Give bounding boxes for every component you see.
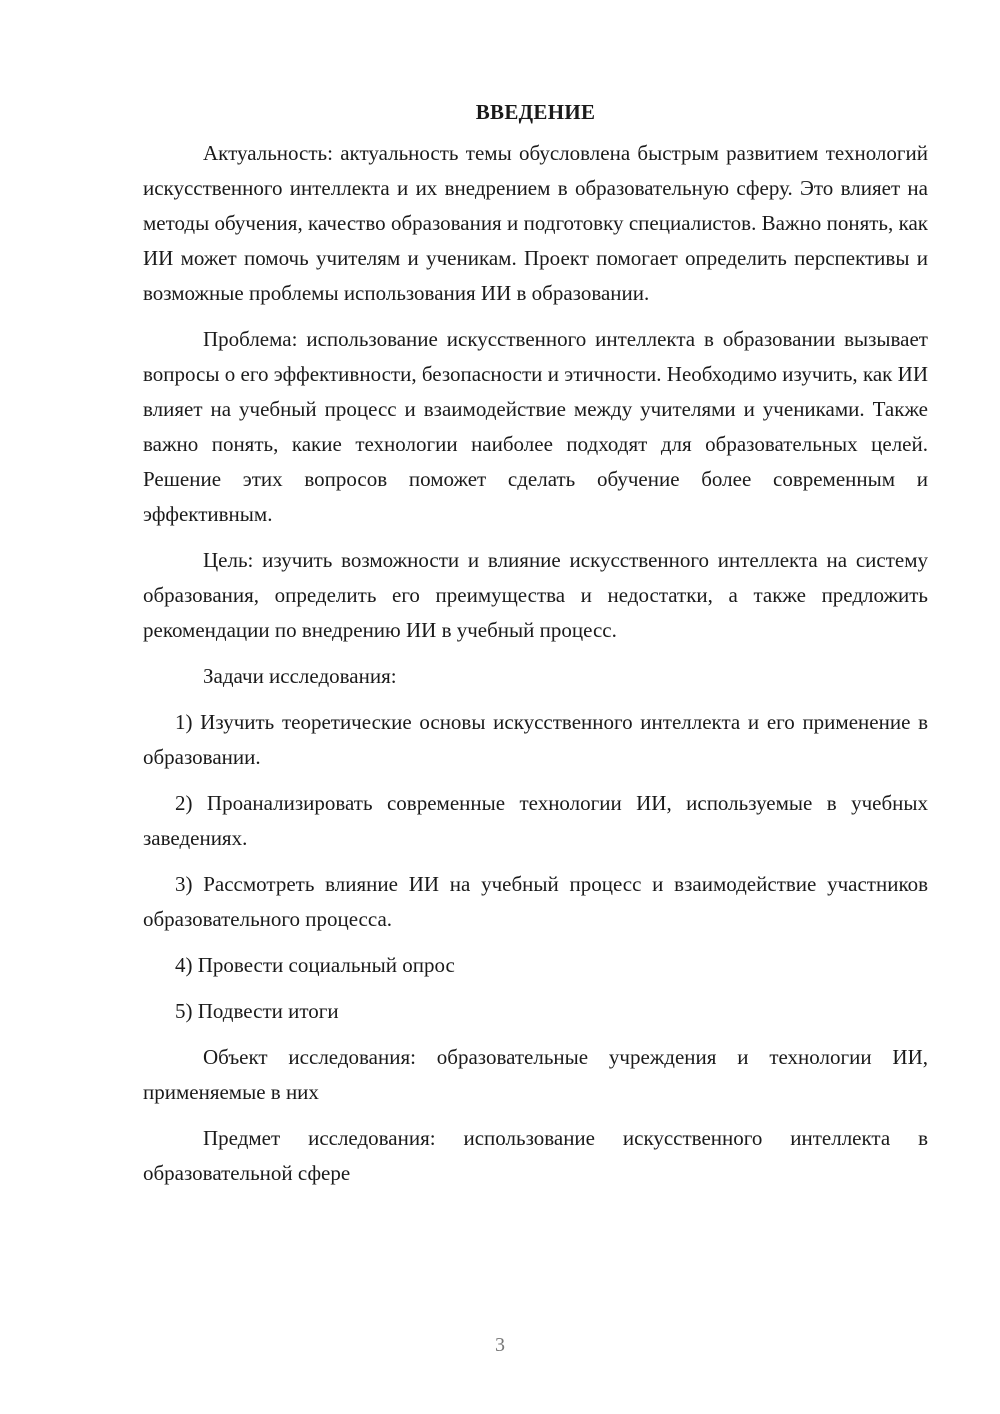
object-paragraph: Объект исследования: образовательные учреждения и технологии ИИ, применяемые в них — [143, 1045, 928, 1104]
page-number: 3 — [495, 1334, 505, 1356]
goal-paragraph: Цель: изучить возможности и влияние искусственного интеллекта на систему образования, определить его преимущества и недостатки, а также предложить рекомендации по внедрению ИИ в учебный процесс. — [143, 548, 928, 642]
problem-paragraph: Проблема: использование искусственного интеллекта в образовании вызывает вопросы о его эффективности, безопасности и этичности. Необходимо изучить, как ИИ влияет на учебный процесс и взаимодействие между учителями и учениками. Также важно понять, какие технологии наиболее подходят для образовательных целей. Решение этих вопросов поможет сделать обучение более современным и эффективным. — [143, 327, 928, 526]
relevance-paragraph: Актуальность: актуальность темы обусловлена быстрым развитием технологий искусственного интеллекта и их внедрением в образовательную сферу. Это влияет на методы обучения, качество образования и подготовку специалистов. Важно понять, как ИИ может помочь учителям и ученикам. Проект помогает определить перспективы и возможные проблемы использования ИИ в образовании. — [143, 141, 928, 305]
task-item-4: 4) Провести социальный опрос — [175, 953, 455, 977]
section-heading: ВВЕДЕНИЕ — [475, 100, 596, 124]
task-item-5: 5) Подвести итоги — [175, 999, 339, 1023]
subject-paragraph: Предмет исследования: использование искусственного интеллекта в образовательной сфере — [143, 1126, 928, 1185]
tasks-title: Задачи исследования: — [203, 664, 397, 688]
task-item-3: 3) Рассмотреть влияние ИИ на учебный процесс и взаимодействие участников образовательного процесса. — [143, 872, 928, 931]
task-item-1: 1) Изучить теоретические основы искусственного интеллекта и его применение в образовании. — [143, 710, 928, 769]
page-content — [143, 95, 928, 1202]
task-item-2: 2) Проанализировать современные технологии ИИ, используемые в учебных заведениях. — [143, 791, 928, 850]
